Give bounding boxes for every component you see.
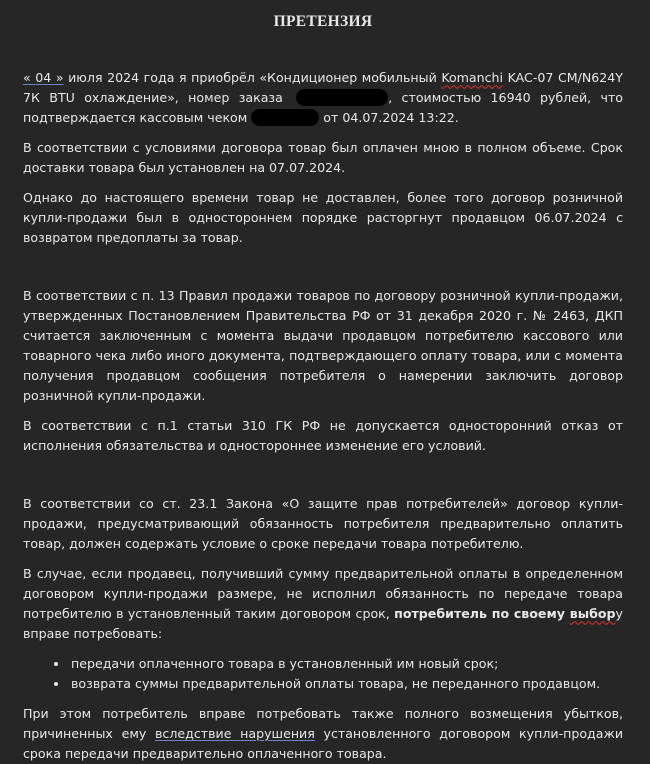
brand-name: Komanchi [441, 70, 504, 85]
paragraph-not-delivered: Однако до настоящего времени товар не доставлен, более того договор розничной купли-продажи был в одностороннем порядке расторгнут продавцом 06.07.2024 с возвратом предоплаты за товар. [23, 190, 623, 245]
consumer-text-b: у вправе потребовать: [23, 606, 623, 641]
list-item: • передачи оплаченного товара в установленный им новый срок; [69, 654, 623, 674]
list-item: • возврата суммы предварительной оплаты товара, не переданного продавцом. [69, 674, 623, 694]
redacted-order-number [296, 89, 388, 106]
date-close-quote: » [51, 70, 64, 85]
spacer [23, 466, 623, 494]
date-open-quote: « [23, 70, 36, 85]
paragraph-law-23-1: В соответствии со ст. 23.1 Закона «О защите прав потребителей» договор купли-продажи, предусматривающий обязанность потребителя предварительно оплатить товар, должен содержать условие о сроке передачи товара потребителю. [23, 496, 623, 551]
paragraph-gk-310: В соответствии с п.1 статьи 310 ГК РФ не допускается односторонний отказ от исполнения обязательства и одностороннее изменение его условий. [23, 418, 623, 453]
paragraph-purchase [23, 68, 623, 128]
document-title: ПРЕТЕНЗИЯ [273, 13, 373, 30]
damages-text-b: установленного договором купли-продажи срока передачи предварительно оплаченного товара. [23, 726, 623, 761]
damages-underlined: вследствие нарушения [154, 726, 315, 741]
purchase-text-b: KAC-07 CM/N624Y 7К BTU охлаждение», номер заказа [23, 70, 623, 105]
consumer-bold-b: выбор [569, 606, 616, 621]
purchase-text-a: июля 2024 года я приобрёл «Кондиционер мобильный [63, 70, 442, 85]
paragraph-payment: В соответствии с условиями договора товар был оплачен мною в полном объеме. Срок доставки товара был установлен на 07.07.2024. [23, 140, 623, 175]
purchase-day: 04 [35, 70, 52, 85]
paragraph-damages [23, 704, 623, 764]
damages-text-a: При этом потребитель вправе потребовать также полного возмещения убытков, причиненных ему [23, 706, 623, 741]
paragraph-consumer-rights [23, 564, 623, 644]
purchase-text-d: от 04.07.2024 13:22. [319, 110, 459, 125]
purchase-text-c: , стоимостью 16940 рублей, что подтверждается кассовым чеком [23, 90, 623, 125]
redacted-receipt-number [251, 109, 319, 126]
paragraph-rules-13: В соответствии с п. 13 Правил продажи товаров по договору розничной купли-продажи, утвержденных Постановлением Правительства РФ от 31 декабря 2020 г. № 2463, ДКП считается заключенным с момента выдачи продавцом потребителю кассового или товарного чека либо иного документа, подтверждающего оплату товара, или с момента получения продавцом сообщения потребителя о намерении заключить договор розничной купли-продажи. [23, 288, 623, 403]
consumer-bold-a: потребитель по своему [394, 606, 570, 621]
spacer [23, 258, 623, 286]
consumer-text-a: В случае, если продавец, получивший сумму предварительной оплаты в определенном договором купли-продажи размере, не исполнил обязанность по передаче товара потребителю в установленный таким договором срок, [23, 566, 623, 621]
requirements-list [23, 654, 623, 694]
